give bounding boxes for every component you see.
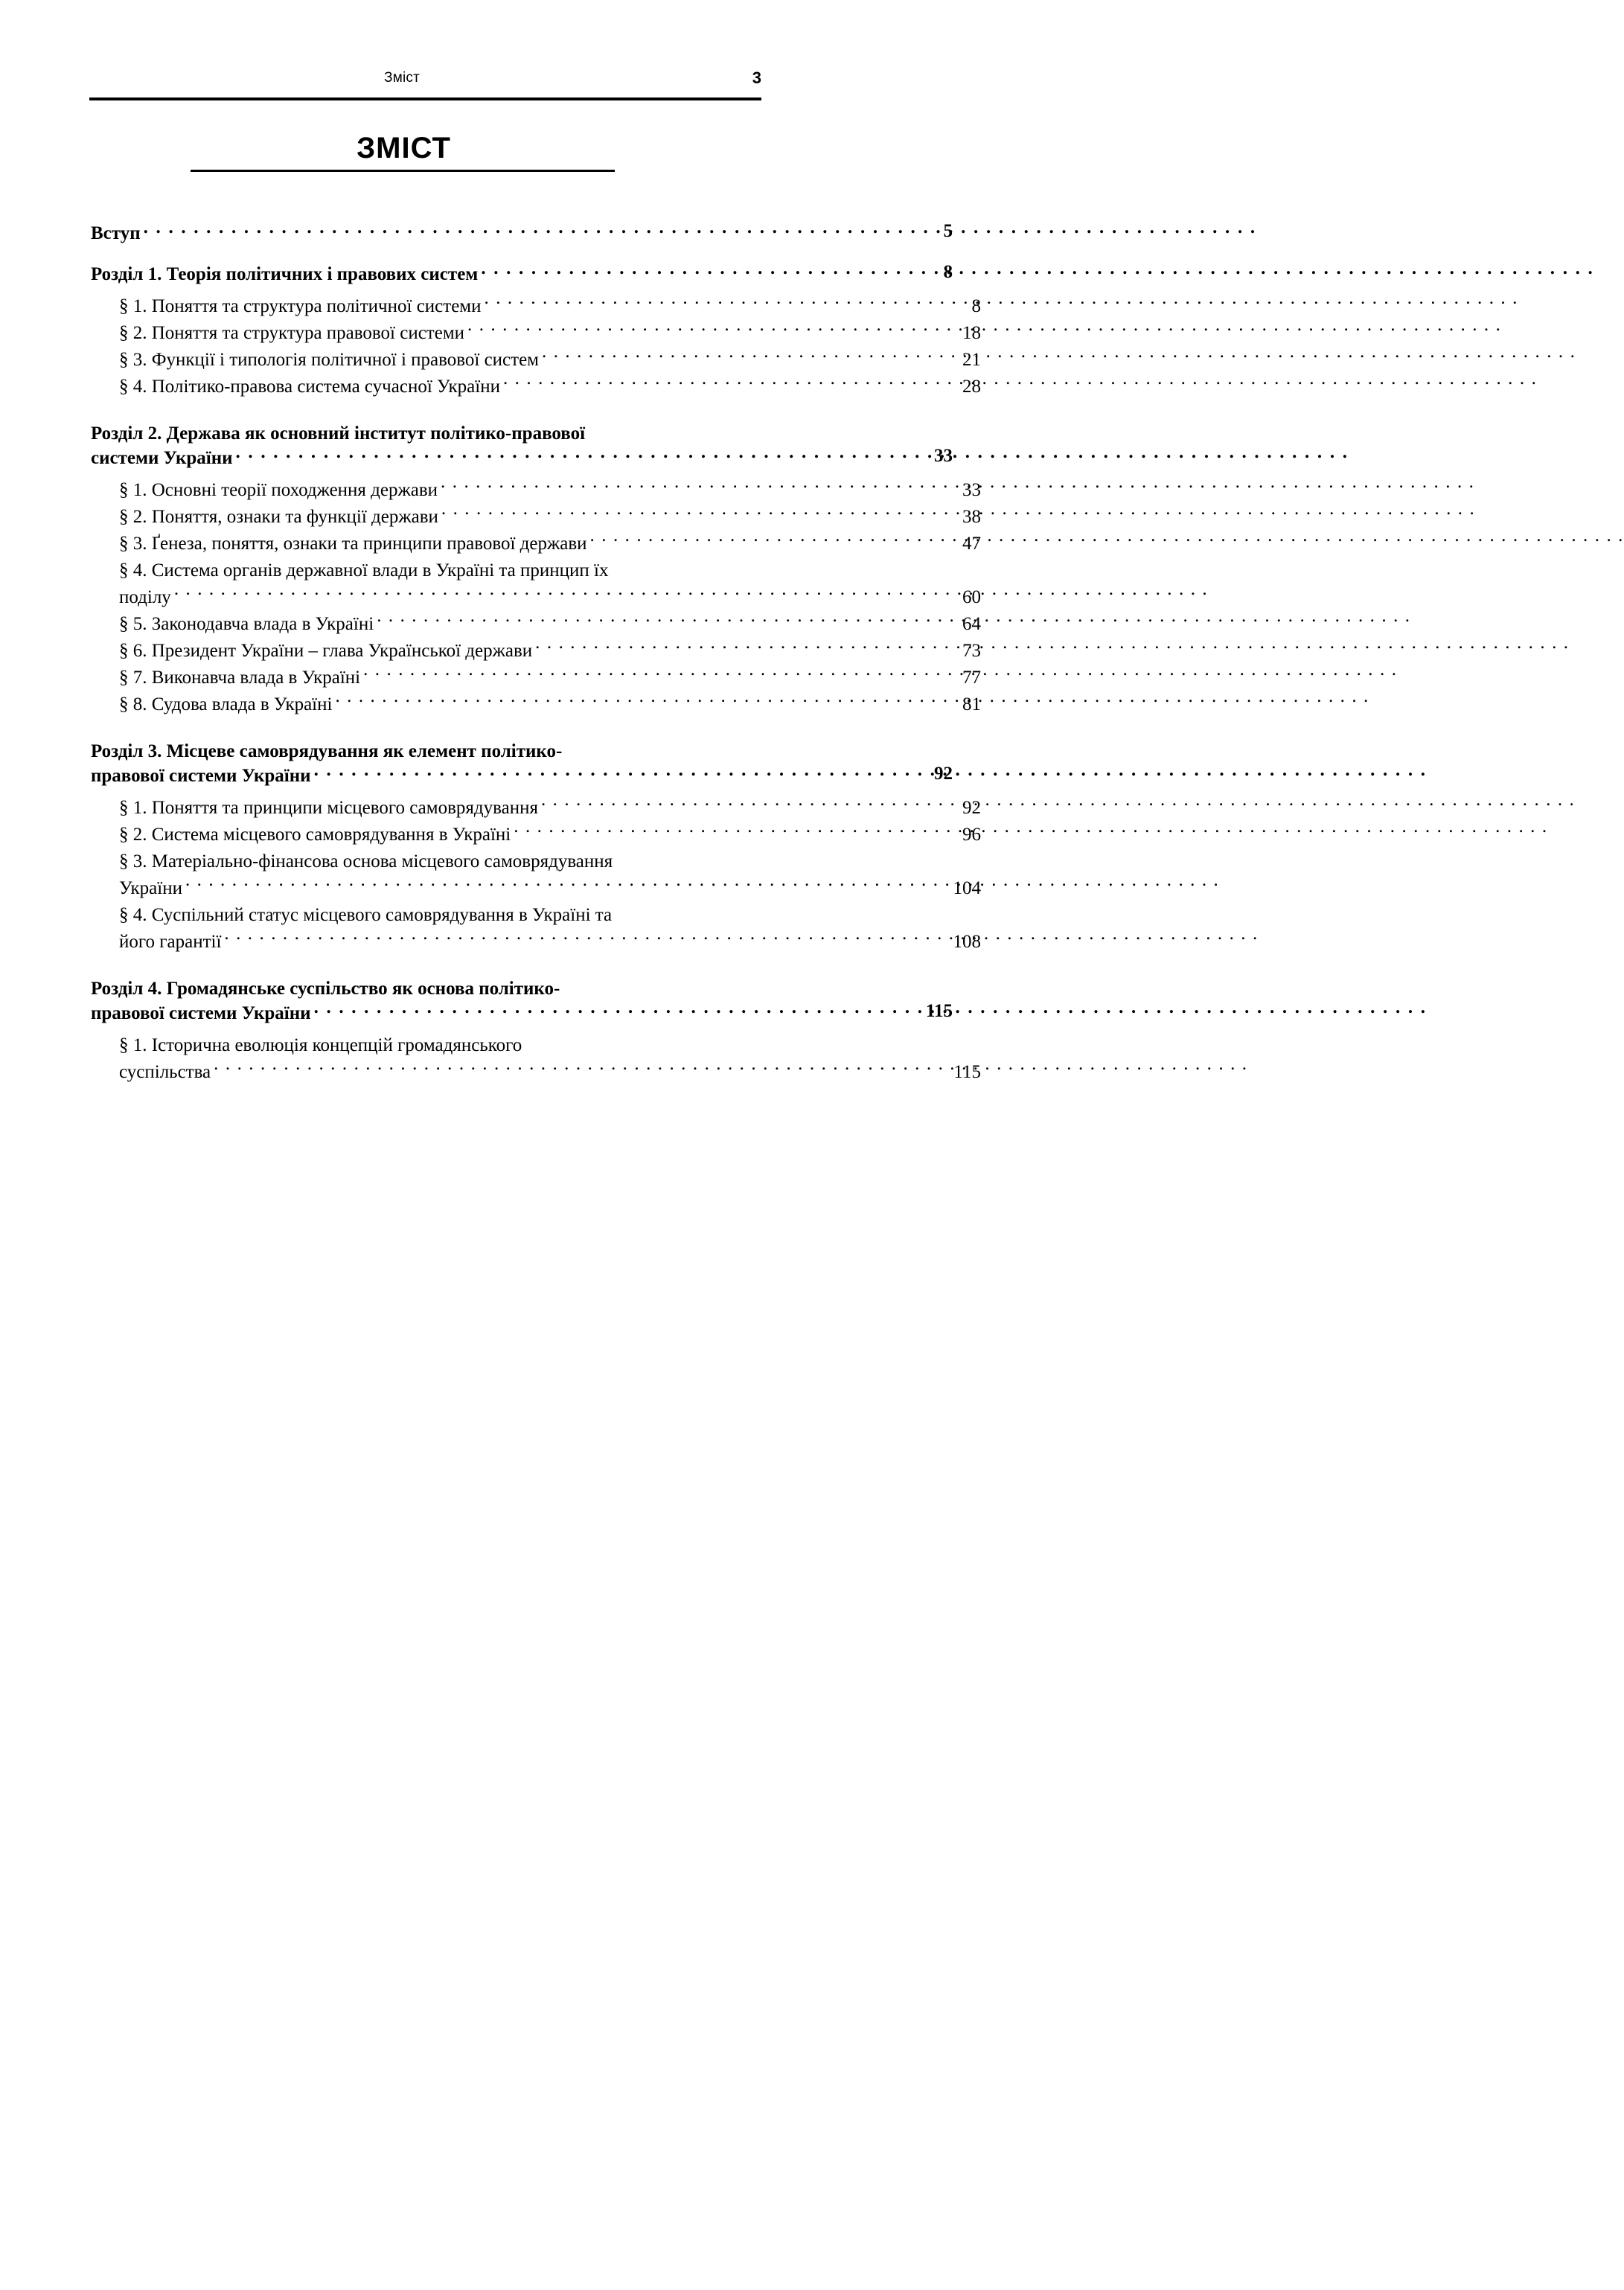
toc-section-heading-line: § 4. Суспільний статус місцевого самоврядування в Україні та: [119, 905, 613, 925]
toc-entry-page-number: 77: [962, 668, 981, 688]
toc-entry-page-number: 18: [962, 323, 981, 343]
toc-entry-section[interactable]: [119, 875, 981, 902]
toc-entry-page-number: 104: [953, 878, 981, 898]
toc-section-heading-line: § 4. Система органів державної влади в Україні та принцип їх: [119, 560, 609, 581]
toc-entry-label: суспільства: [119, 1062, 211, 1082]
running-header-title: Зміст: [384, 70, 420, 86]
toc-entry-label: § 8. Судова влада в Україні: [119, 694, 333, 714]
toc-entry-label: § 6. Президент України – глава Української держави: [119, 641, 533, 661]
toc-entry-label: § 7. Виконавча влада в Україні: [119, 668, 361, 688]
toc-entry-section[interactable]: [119, 822, 981, 848]
toc-entry-page-number: 115: [953, 1062, 981, 1082]
toc-entry-page-number: 92: [962, 798, 981, 818]
toc-section-heading-line: § 3. Матеріально-фінансова основа місцевого самоврядування: [119, 851, 613, 871]
toc-entry-label: Розділ 1. Теорія політичних і правових систем: [91, 264, 479, 284]
toc-entry-label: правової системи України: [91, 1003, 311, 1023]
toc-entry-label: § 5. Законодавча влада в Україні: [119, 614, 374, 634]
header-rule-divider: [89, 97, 761, 100]
toc-entry-label: § 3. Функції і типологія політичної і правової систем: [119, 350, 539, 370]
toc-entry-page-number: 47: [962, 534, 981, 554]
running-header: [89, 68, 761, 94]
title-underline-rule: [191, 170, 615, 172]
document-page: [0, 0, 981, 1231]
toc-entry-label: поділу: [119, 587, 171, 607]
toc-entry-label: правової системи України: [91, 766, 311, 786]
toc-entry-label: § 4. Політико-правова система сучасної України: [119, 377, 500, 397]
toc-entry-page-number: 8: [971, 296, 981, 316]
toc-chapter-heading-line: Розділ 4. Громадянське суспільство як основа політико-: [91, 979, 560, 999]
toc-entry-front-matter[interactable]: [91, 220, 953, 245]
toc-entry-page-number: 33: [934, 446, 953, 466]
toc-entry-label: § 1. Основні теорії походження держави: [119, 480, 438, 500]
toc-entry-page-number: 64: [962, 614, 981, 634]
toc-entry-label: § 2. Поняття та структура правової системи: [119, 323, 465, 343]
toc-entry-label: § 2. Система місцевого самоврядування в Україні: [119, 825, 511, 845]
toc-entry-label: § 1. Поняття та структура політичної системи: [119, 296, 482, 316]
toc-entry-chapter[interactable]: [91, 261, 953, 286]
toc-entry-page-number: 8: [943, 262, 953, 282]
toc-entry-label: його гарантії: [119, 932, 222, 952]
toc-entry-page-number: 33: [962, 480, 981, 500]
toc-entry-section[interactable]: [119, 929, 981, 956]
toc-entry-page-number: 73: [962, 641, 981, 661]
toc-entry-page-number: 28: [962, 377, 981, 397]
toc-entry-page-number: 21: [962, 350, 981, 370]
toc-entry-page-number: 38: [962, 507, 981, 527]
toc-entry-section[interactable]: [119, 691, 981, 718]
toc-chapter-heading-line: Розділ 2. Держава як основний інститут політико-правової: [91, 423, 586, 444]
toc-entry-page-number: 5: [943, 221, 953, 241]
toc-entry-section[interactable]: [119, 531, 981, 557]
page-folio-number: 3: [752, 68, 761, 87]
toc-entry-label: § 3. Ґенеза, поняття, ознаки та принципи правової держави: [119, 534, 587, 554]
toc-entry-page-number: 115: [925, 1001, 953, 1021]
toc-entry-page-number: 96: [962, 825, 981, 845]
table-of-contents: [91, 220, 981, 1086]
toc-chapter-heading-line: Розділ 3. Місцеве самоврядування як елемент політико-: [91, 741, 563, 761]
toc-entry-label: України: [119, 878, 182, 898]
toc-entry-chapter[interactable]: [91, 445, 953, 470]
toc-entry-page-number: 92: [934, 764, 953, 784]
toc-entry-chapter[interactable]: [91, 763, 953, 787]
toc-entry-page-number: 81: [962, 694, 981, 714]
toc-entry-page-number: 108: [953, 932, 981, 952]
toc-entry-chapter[interactable]: [91, 1000, 953, 1025]
toc-entry-section[interactable]: [119, 374, 981, 400]
toc-entry-section[interactable]: [119, 1059, 981, 1086]
toc-entry-label: Вступ: [91, 223, 141, 243]
toc-entry-label: § 1. Поняття та принципи місцевого самоврядування: [119, 798, 538, 818]
toc-section-heading-line: § 1. Історична еволюція концепцій громадянського: [119, 1035, 522, 1055]
toc-entry-page-number: 60: [962, 587, 981, 607]
toc-entry-label: системи України: [91, 448, 233, 468]
page-title: ЗМІСТ: [357, 132, 451, 164]
toc-entry-label: § 2. Поняття, ознаки та функції держави: [119, 507, 438, 527]
